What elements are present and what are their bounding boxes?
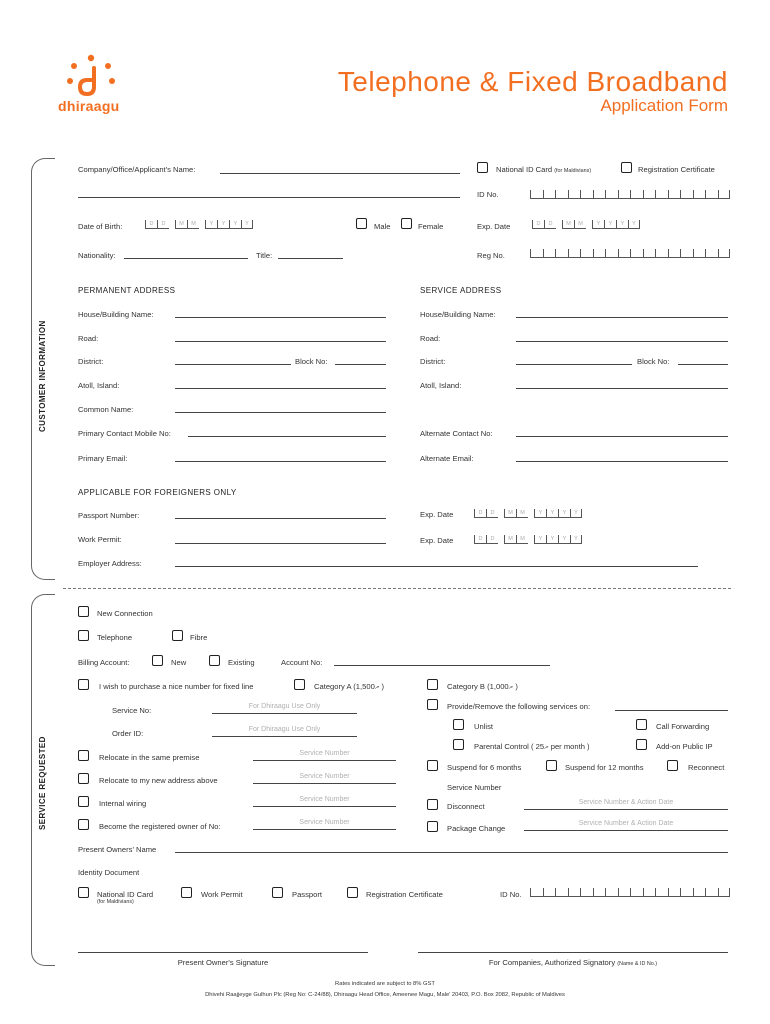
exp-date-label: Exp. Date	[477, 222, 511, 231]
passport-field[interactable]	[175, 518, 386, 519]
employer-field[interactable]	[175, 566, 698, 567]
suspend-6-checkbox[interactable]	[427, 760, 438, 771]
disconnect-checkbox[interactable]	[427, 799, 438, 810]
nationality-label: Nationality:	[78, 251, 116, 260]
alternate-email-field[interactable]	[516, 461, 728, 462]
parental-control-checkbox[interactable]	[453, 739, 464, 750]
dob-label: Date of Birth:	[78, 222, 123, 231]
internal-wiring-placeholder: Service Number	[299, 796, 350, 803]
suspend-6-label: Suspend for 6 months	[447, 763, 522, 772]
package-change-checkbox[interactable]	[427, 821, 438, 832]
title-field[interactable]	[278, 258, 343, 259]
present-owner-name-label: Present Owners' Name	[78, 845, 157, 854]
billing-existing-label: Existing	[228, 658, 255, 667]
perm-house-label: House/Building Name:	[78, 310, 154, 319]
billing-new-label: New	[171, 658, 187, 667]
addon-ip-label: Add-on Public IP	[656, 742, 713, 751]
owner-id-no-boxes[interactable]	[530, 888, 730, 897]
passport-label: Passport Number:	[78, 511, 140, 520]
work-permit-exp-label: Exp. Date	[420, 536, 454, 545]
dob-boxes[interactable]: D D M M Y Y Y Y	[145, 220, 253, 229]
provide-remove-field[interactable]	[615, 710, 728, 711]
service-section-label: SERVICE REQUESTED	[38, 736, 47, 830]
passport-exp-label: Exp. Date	[420, 510, 454, 519]
work-permit-field[interactable]	[175, 543, 386, 544]
perm-district-label: District:	[78, 357, 104, 366]
owner-national-id-note: (for Maldivians)	[97, 899, 134, 905]
serv-district-label: District:	[420, 357, 446, 366]
internal-wiring-checkbox[interactable]	[78, 796, 89, 807]
addon-ip-checkbox[interactable]	[636, 739, 647, 750]
billing-existing-checkbox[interactable]	[209, 655, 220, 666]
billing-account-label: Billing Account:	[78, 658, 130, 667]
fibre-label: Fibre	[190, 633, 208, 642]
female-checkbox[interactable]	[401, 218, 412, 229]
service-no-field[interactable]	[212, 713, 357, 714]
perm-atoll-field[interactable]	[175, 388, 386, 389]
perm-atoll-label: Atoll, Island:	[78, 381, 120, 390]
applicant-name-field-2[interactable]	[78, 197, 460, 198]
relocate-same-field[interactable]	[253, 760, 396, 761]
page-title: Telephone & Fixed Broadband	[337, 66, 728, 97]
package-change-placeholder: Service Number & Action Date	[578, 820, 674, 827]
service-no-label: Service No:	[112, 706, 152, 715]
perm-district-field[interactable]	[175, 364, 291, 365]
owner-work-permit-label: Work Permit	[201, 890, 243, 899]
company-signature-line[interactable]	[418, 952, 728, 953]
owner-national-id-label: National ID Card	[97, 890, 154, 899]
common-name-field[interactable]	[175, 412, 386, 413]
serv-atoll-label: Atoll, Island:	[420, 381, 462, 390]
section-divider	[63, 588, 731, 589]
national-id-label: National ID Card (for Maldivians)	[496, 165, 592, 174]
perm-block-label: Block No:	[295, 357, 328, 366]
suspend-12-checkbox[interactable]	[546, 760, 557, 771]
primary-mobile-label: Primary Contact Mobile No:	[78, 429, 171, 438]
serv-district-field[interactable]	[516, 364, 632, 365]
present-owner-name-field[interactable]	[175, 852, 728, 853]
perm-road-label: Road:	[78, 334, 99, 343]
page-subtitle: Application Form	[600, 96, 728, 115]
owner-national-id-checkbox[interactable]	[78, 887, 89, 898]
registered-owner-placeholder: Service Number	[299, 819, 350, 826]
owner-registration-cert-checkbox[interactable]	[347, 887, 358, 898]
foreigners-heading: APPLICABLE FOR FOREIGNERS ONLY	[78, 488, 237, 497]
footer-gst: Rates indicated are subject to 8% GST	[335, 981, 435, 987]
registered-owner-field[interactable]	[253, 829, 396, 830]
service-no-placeholder: For Dhiraagu Use Only	[248, 703, 321, 710]
service-address-heading: SERVICE ADDRESS	[420, 286, 502, 295]
parental-control-label: Parental Control ( ރ25 per month )	[474, 742, 590, 751]
owner-work-permit-checkbox[interactable]	[181, 887, 192, 898]
disconnect-label: Disconnect	[447, 802, 485, 811]
new-connection-checkbox[interactable]	[78, 606, 89, 617]
permanent-address-heading: PERMANENT ADDRESS	[78, 286, 176, 295]
relocate-same-checkbox[interactable]	[78, 750, 89, 761]
registered-owner-label: Become the registered owner of No:	[99, 822, 221, 831]
account-no-label: Account No:	[281, 658, 323, 667]
category-b-checkbox[interactable]	[427, 679, 438, 690]
serv-road-label: Road:	[420, 334, 441, 343]
nice-number-checkbox[interactable]	[78, 679, 89, 690]
order-id-label: Order ID:	[112, 729, 144, 738]
telephone-checkbox[interactable]	[78, 630, 89, 641]
serv-block-label: Block No:	[637, 357, 670, 366]
serv-house-field[interactable]	[516, 317, 728, 318]
order-id-placeholder: For Dhiraagu Use Only	[248, 726, 321, 733]
id-no-label: ID No.	[477, 190, 499, 199]
applicant-name-field[interactable]	[220, 173, 460, 174]
reg-no-label: Reg No.	[477, 251, 505, 260]
identity-document-label: Identity Document	[78, 868, 140, 877]
registered-owner-checkbox[interactable]	[78, 819, 89, 830]
category-b-label: Category B (ރ1,000 )	[447, 682, 518, 691]
alternate-contact-field[interactable]	[516, 436, 728, 437]
relocate-new-field[interactable]	[253, 783, 396, 784]
unlist-checkbox[interactable]	[453, 719, 464, 730]
serv-block-field[interactable]	[678, 364, 728, 365]
provide-remove-checkbox[interactable]	[427, 699, 438, 710]
nationality-field[interactable]	[124, 258, 248, 259]
relocate-same-placeholder: Service Number	[299, 750, 350, 757]
reg-no-boxes[interactable]	[530, 249, 730, 258]
service-number-label: Service Number	[447, 783, 502, 792]
reconnect-label: Reconnect	[688, 763, 725, 772]
owner-signature-line[interactable]	[78, 952, 368, 953]
passport-exp-boxes[interactable]: D D M M Y Y Y Y	[474, 509, 582, 518]
category-a-label: Category A (ރ1,500 )	[314, 682, 384, 691]
package-change-label: Package Change	[447, 824, 506, 833]
perm-block-field[interactable]	[335, 364, 386, 365]
call-forwarding-label: Call Forwarding	[656, 722, 710, 731]
female-label: Female	[418, 222, 444, 231]
serv-road-field[interactable]	[516, 341, 728, 342]
footer-company: Dhivehi Raajjeyge Gulhun Plc (Reg No: C-24/88), Dhiraagu Head Office, Ameenee Magu, Male' 20403, P.O. Box 2082, Republic of Maldives	[205, 992, 565, 998]
fibre-checkbox[interactable]	[172, 630, 183, 641]
account-no-field[interactable]	[334, 665, 550, 666]
telephone-label: Telephone	[97, 633, 133, 642]
male-checkbox[interactable]	[356, 218, 367, 229]
common-name-label: Common Name:	[78, 405, 134, 414]
disconnect-field[interactable]	[524, 809, 728, 810]
category-a-checkbox[interactable]	[294, 679, 305, 690]
title-label: Title:	[256, 251, 273, 260]
suspend-12-label: Suspend for 12 months	[565, 763, 644, 772]
relocate-new-placeholder: Service Number	[299, 773, 350, 780]
national-id-checkbox[interactable]	[477, 162, 488, 173]
owner-passport-label: Passport	[292, 890, 322, 899]
owner-passport-checkbox[interactable]	[272, 887, 283, 898]
primary-email-label: Primary Email:	[78, 454, 128, 463]
owner-signature-label: Present Owner's Signature	[177, 958, 269, 967]
customer-section-label: CUSTOMER INFORMATION	[38, 320, 47, 432]
applicant-name-label: Company/Office/Applicant's Name:	[78, 165, 196, 174]
reconnect-checkbox[interactable]	[667, 760, 678, 771]
relocate-new-label: Relocate to my new address above	[99, 776, 218, 785]
exp-date-boxes[interactable]: D D M M Y Y Y Y	[532, 220, 640, 229]
internal-wiring-label: Internal wiring	[99, 799, 147, 808]
owner-id-no-label: ID No.	[500, 890, 522, 899]
work-permit-label: Work Permit:	[78, 535, 122, 544]
call-forwarding-checkbox[interactable]	[636, 719, 647, 730]
registration-cert-label: Registration Certificate	[638, 165, 715, 174]
alternate-email-label: Alternate Email:	[420, 454, 474, 463]
serv-house-label: House/Building Name:	[420, 310, 496, 319]
male-label: Male	[374, 222, 391, 231]
primary-email-field[interactable]	[175, 461, 386, 462]
nice-number-label: I wish to purchase a nice number for fixed line	[99, 682, 254, 691]
dhiraagu-logo-icon	[64, 54, 120, 98]
order-id-field[interactable]	[212, 736, 357, 737]
company-signature-label: For Companies, Authorized Signatory (Name & ID No.)	[488, 958, 658, 967]
provide-remove-label: Provide/Remove the following services on:	[447, 702, 591, 711]
perm-road-field[interactable]	[175, 341, 386, 342]
perm-house-field[interactable]	[175, 317, 386, 318]
serv-atoll-field[interactable]	[516, 388, 728, 389]
primary-mobile-field[interactable]	[188, 436, 386, 437]
relocate-same-label: Relocate in the same premise	[99, 753, 200, 762]
logo-text: dhiraagu	[58, 98, 120, 114]
internal-wiring-field[interactable]	[253, 806, 396, 807]
unlist-label: Unlist	[474, 722, 493, 731]
work-permit-exp-boxes[interactable]: D D M M Y Y Y Y	[474, 535, 582, 544]
disconnect-placeholder: Service Number & Action Date	[578, 799, 674, 806]
relocate-new-checkbox[interactable]	[78, 773, 89, 784]
registration-cert-checkbox[interactable]	[621, 162, 632, 173]
id-no-boxes[interactable]	[530, 190, 730, 199]
owner-registration-cert-label: Registration Certificate	[366, 890, 443, 899]
alternate-contact-label: Alternate Contact No:	[420, 429, 493, 438]
package-change-field[interactable]	[524, 830, 728, 831]
new-connection-label: New Connection	[97, 609, 153, 618]
employer-label: Employer Address:	[78, 559, 142, 568]
billing-new-checkbox[interactable]	[152, 655, 163, 666]
